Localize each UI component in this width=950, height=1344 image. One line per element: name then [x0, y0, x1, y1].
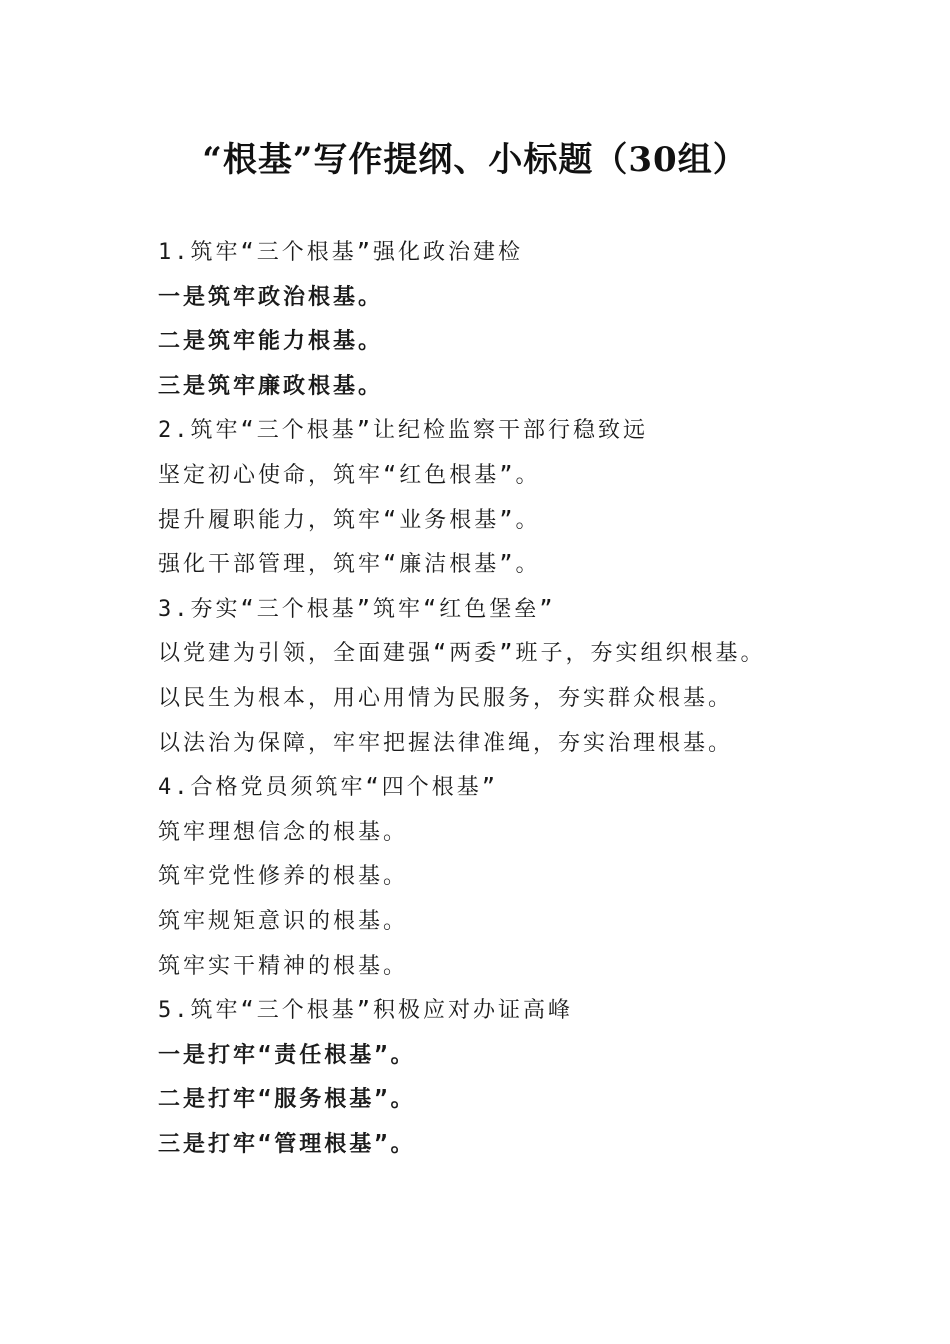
- section-heading: 4.合格党员须筑牢“四个根基”: [158, 775, 498, 801]
- section-heading: 5.筑牢“三个根基”积极应对办证高峰: [158, 998, 573, 1024]
- outline-point: 强化干部管理，筑牢“廉洁根基”。: [158, 552, 541, 578]
- outline-point: 坚定初心使命，筑牢“红色根基”。: [158, 462, 541, 488]
- outline-point: 以民生为根本，用心用情为民服务，夯实群众根基。: [158, 685, 734, 711]
- outline-point: 筑牢理想信念的根基。: [158, 819, 409, 845]
- outline-point: 筑牢党性修养的根基。: [158, 864, 409, 890]
- document-title: “根基”写作提纲、小标题（30组）: [202, 140, 748, 180]
- outline-point: 筑牢规矩意识的根基。: [158, 908, 409, 934]
- outline-point: 以党建为引领，全面建强“两委”班子，夯实组织根基。: [158, 641, 766, 667]
- section-heading: 1.筑牢“三个根基”强化政治建检: [158, 240, 523, 265]
- outline-point: 一是筑牢政治根基。: [158, 284, 384, 310]
- outline-list: [158, 231, 878, 1167]
- outline-point: 一是打牢“责任根基”。: [158, 1042, 416, 1068]
- outline-point: 二是筑牢能力根基。: [158, 329, 384, 355]
- section-heading: 3.夯实“三个根基”筑牢“红色堡垒”: [158, 596, 556, 622]
- outline-point: 提升履职能力，筑牢“业务根基”。: [158, 507, 541, 533]
- outline-point: 三是筑牢廉政根基。: [158, 373, 384, 399]
- outline-point: 以法治为保障，牢牢把握法律准绳，夯实治理根基。: [158, 730, 734, 756]
- section-heading: 2.筑牢“三个根基”让纪检监察干部行稳致远: [158, 418, 648, 444]
- outline-point: 三是打牢“管理根基”。: [158, 1131, 416, 1157]
- outline-point: 二是打牢“服务根基”。: [158, 1087, 416, 1113]
- outline-point: 筑牢实干精神的根基。: [158, 953, 409, 979]
